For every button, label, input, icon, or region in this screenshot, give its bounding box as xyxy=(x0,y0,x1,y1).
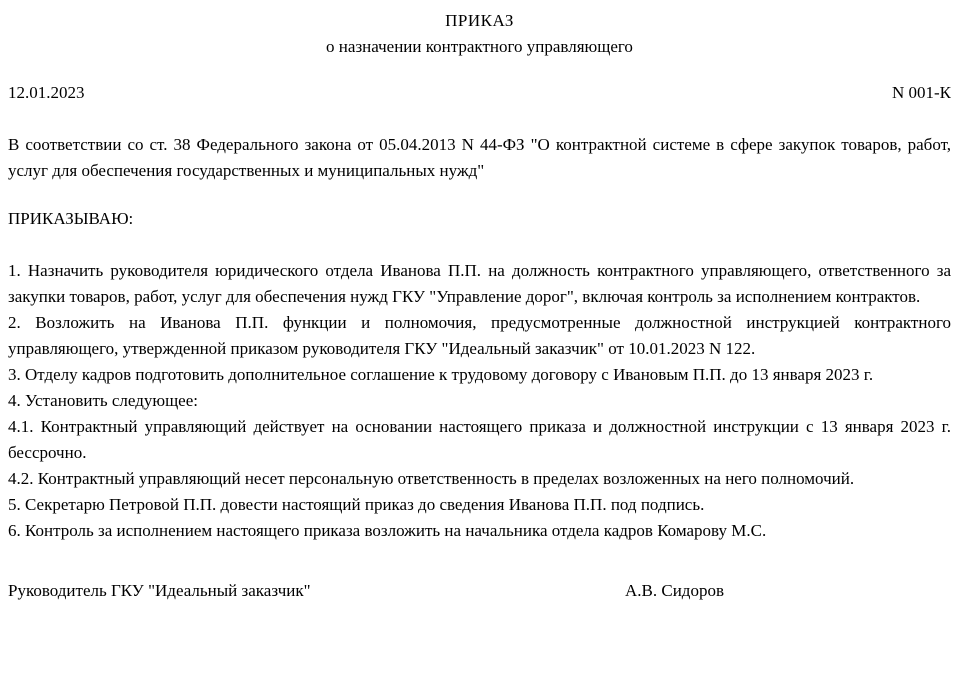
meta-row xyxy=(8,80,951,106)
order-item-2: 2. Возложить на Иванова П.П. функции и полномочия, предусмотренные должностной инструкцией контрактного управляющего, утвержденной приказом руководителя ГКУ "Идеальный заказчик" от 10.01.2023 N 122. xyxy=(8,313,951,358)
directive-heading: ПРИКАЗЫВАЮ: xyxy=(8,209,134,228)
signatory-position: Руководитель ГКУ "Идеальный заказчик" xyxy=(8,581,311,600)
order-item-4-2: 4.2. Контрактный управляющий несет персональную ответственность в пределах возложенных на него полномочий. xyxy=(8,469,855,488)
document-subtitle: о назначении контрактного управляющего xyxy=(326,37,633,56)
signatory-name: А.В. Сидоров xyxy=(625,581,724,600)
signature-row xyxy=(8,578,951,604)
document-date: 12.01.2023 xyxy=(8,83,85,102)
intro-paragraph: В соответствии со ст. 38 Федерального закона от 05.04.2013 N 44-ФЗ "О контрактной системе в сфере закупок товаров, работ, услуг для обеспечения государственных и муниципальных нужд" xyxy=(8,135,951,180)
order-item-4-1: 4.1. Контрактный управляющий действует на основании настоящего приказа и должностной инструкции с 13 января 2023 г. бессрочно. xyxy=(8,417,951,462)
order-item-1: 1. Назначить руководителя юридического отдела Иванова П.П. на должность контрактного управляющего, ответственного за закупки товаров, работ, услуг для обеспечения нужд ГКУ "Управление дорог", включая контроль за исполнением контрактов. xyxy=(8,261,951,306)
order-item-5: 5. Секретарю Петровой П.П. довести настоящий приказ до сведения Иванова П.П. под подпись. xyxy=(8,495,705,514)
order-items xyxy=(8,258,951,544)
document-title: ПРИКАЗ xyxy=(445,11,514,30)
order-item-3: 3. Отделу кадров подготовить дополнительное соглашение к трудовому договору с Ивановым П.П. до 13 января 2023 г. xyxy=(8,365,874,384)
order-item-4: 4. Установить следующее: xyxy=(8,391,198,410)
order-item-6: 6. Контроль за исполнением настоящего приказа возложить на начальника отдела кадров Комарову М.С. xyxy=(8,521,767,540)
document-number: N 001-К xyxy=(891,83,951,102)
